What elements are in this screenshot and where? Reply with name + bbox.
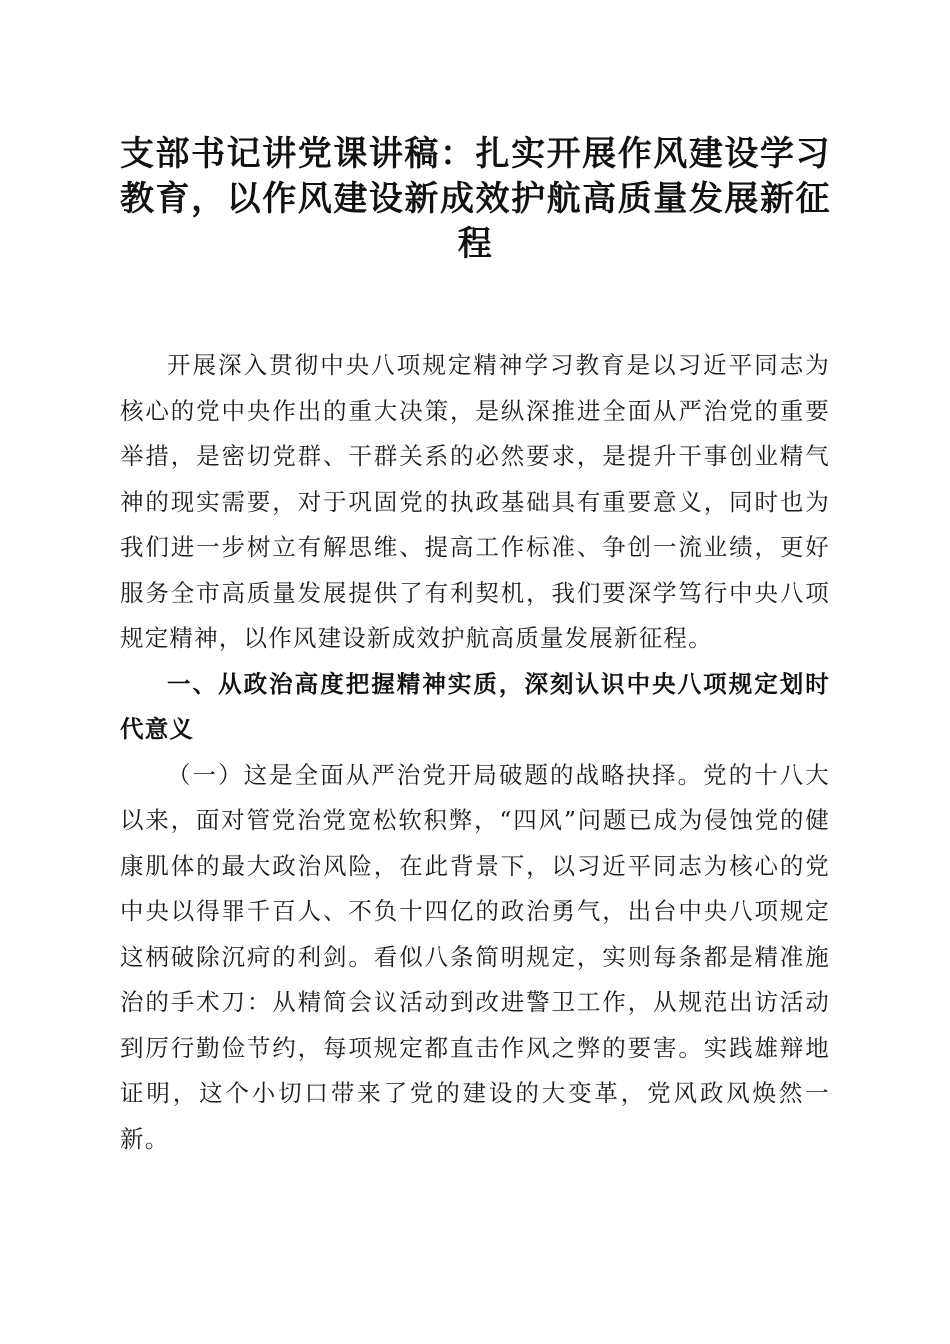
document-title: 支部书记讲党课讲稿：扎实开展作风建设学习教育，以作风建设新成效护航高质量发展新征程	[120, 134, 830, 264]
document-page	[120, 0, 830, 1344]
intro-paragraph: 开展深入贯彻中央八项规定精神学习教育是以习近平同志为核心的党中央作出的重大决策，是纵深推进全面从严治党的重要举措，是密切党群、干群关系的必然要求，是提升干事创业精气神的现实需要，对于巩固党的执政基础具有重要意义，同时也为我们进一步树立有解思维、提高工作标准、争创一流业绩，更好服务全市高质量发展提供了有利契机，我们要深学笃行中央八项规定精神，以作风建设新成效护航高质量发展新征程。	[120, 351, 830, 652]
subsection-paragraph: （一）这是全面从严治党开局破题的战略抉择。党的十八大以来，面对管党治党宽松软积弊，“四风”问题已成为侵蚀党的健康肌体的最大政治风险，在此背景下，以习近平同志为核心的党中央以得罪千百人、不负十四亿的政治勇气，出台中央八项规定这柄破除沉疴的利剑。看似八条简明规定，实则每条都是精准施治的手术刀：从精简会议活动到改进警卫工作，从规范出访活动到厉行勤俭节约，每项规定都直击作风之弊的要害。实践雄辩地证明，这个小切口带来了党的建设的大变革，党风政风焕然一新。	[120, 760, 830, 1153]
section-heading: 一、从政治高度把握精神实质，深刻认识中央八项规定划时代意义	[120, 669, 830, 743]
